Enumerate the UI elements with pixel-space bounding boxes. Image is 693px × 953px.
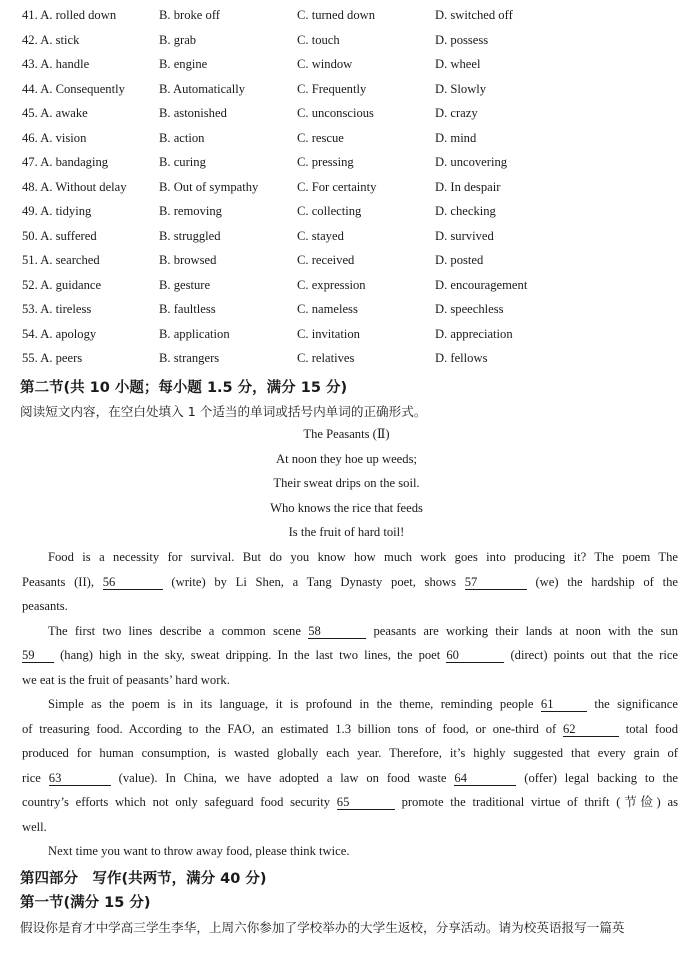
option-a[interactable] [22, 253, 100, 268]
option-d[interactable]: D. appreciation [435, 326, 513, 341]
option-b[interactable]: B. broke off [159, 8, 220, 22]
option-c[interactable]: C. expression [297, 277, 366, 292]
passage-line: well. [22, 819, 47, 834]
option-d[interactable]: D. wheel [435, 57, 481, 71]
passage-line: Simple as the poem is in its language, it is profound in the theme, reminding people 61 the significance [48, 697, 678, 711]
blank-64[interactable]: 64 [454, 771, 516, 786]
option-c[interactable]: C. window [297, 57, 353, 71]
question-number: 44. [22, 81, 38, 96]
question-number: 42. [22, 32, 38, 47]
passage-line: The first two lines describe a common scene 58 peasants are working their lands at noon with the sun [48, 623, 679, 638]
option-c[interactable]: C. turned down [297, 8, 376, 22]
option-text: A. peers [40, 351, 83, 365]
option-text: A. awake [40, 106, 88, 120]
passage-line: of treasuring food. According to the FAO, an estimated 1.3 billion tons of food, or one-third of 62 total food [22, 721, 678, 736]
option-a[interactable] [22, 302, 91, 317]
blank-58[interactable]: 58 [308, 624, 366, 639]
option-c[interactable]: C. pressing [297, 155, 354, 169]
option-c[interactable]: C. invitation [297, 326, 360, 341]
option-text: A. apology [40, 326, 97, 341]
option-d[interactable]: D. survived [435, 228, 494, 243]
blank-59[interactable]: 59 [22, 648, 54, 663]
question-number: 48. [22, 179, 38, 194]
passage-line: Food is a necessity for survival. But do you know how much work goes into producing it? The poem The [48, 550, 678, 564]
blank-60[interactable]: 60 [446, 648, 504, 663]
option-a[interactable] [22, 155, 108, 170]
option-a[interactable] [22, 180, 127, 195]
question-number: 49. [22, 204, 38, 218]
question-number: 54. [22, 326, 38, 341]
option-c[interactable]: C. relatives [297, 351, 355, 365]
passage [22, 545, 678, 864]
option-d[interactable]: D. In despair [435, 179, 501, 194]
question-number: 43. [22, 57, 38, 71]
option-b[interactable]: B. browsed [159, 253, 217, 267]
question-number: 47. [22, 155, 38, 169]
option-text: A. rolled down [40, 8, 117, 22]
option-text: A. Without delay [40, 179, 127, 194]
question-number: 50. [22, 228, 38, 243]
question-number: 41. [22, 8, 38, 22]
option-text: A. vision [40, 130, 87, 145]
option-c[interactable]: C. Frequently [297, 81, 367, 96]
option-b[interactable]: B. Out of sympathy [159, 179, 259, 194]
blank-65[interactable]: 65 [337, 795, 395, 810]
question-number: 45. [22, 106, 38, 120]
option-d[interactable]: D. speechless [435, 302, 504, 316]
option-a[interactable] [22, 8, 116, 23]
option-b[interactable]: B. engine [159, 57, 208, 71]
option-d[interactable]: D. mind [435, 130, 477, 145]
option-text: A. bandaging [40, 155, 109, 169]
option-d[interactable]: D. checking [435, 204, 496, 218]
option-a[interactable] [22, 229, 97, 244]
option-text: A. suffered [40, 228, 97, 243]
option-text: A. tireless [40, 302, 92, 316]
passage-line: rice 63 (value). In China, we have adopted a law on food waste 64 (offer) legal backing to the [22, 770, 678, 785]
blank-57[interactable]: 57 [465, 575, 527, 590]
option-b[interactable]: B. gesture [159, 277, 211, 292]
subsection-heading: 第一节(满分 15 分) [20, 895, 151, 911]
option-c[interactable]: C. received [297, 253, 355, 267]
option-c[interactable]: C. collecting [297, 204, 362, 218]
option-a[interactable] [22, 327, 96, 342]
passage-line: 59 (hang) high in the sky, sweat dripping. In the last two lines, the poet 60 (direct) points out that the rice [22, 648, 678, 662]
option-d[interactable]: D. Slowly [435, 81, 487, 96]
option-b[interactable]: B. grab [159, 32, 197, 47]
poem-line: Who knows the rice that feeds [270, 500, 423, 515]
option-text: A. handle [40, 57, 90, 71]
option-c[interactable]: C. nameless [297, 302, 358, 316]
passage-line: produced for human consumption, is wasted globally each year. Therefore, it’s highly suggested that every grain of [22, 746, 678, 760]
option-b[interactable]: B. struggled [159, 228, 221, 243]
option-a[interactable] [22, 204, 91, 219]
option-b[interactable]: B. Automatically [159, 81, 246, 96]
option-a[interactable] [22, 106, 88, 121]
option-text: A. Consequently [40, 81, 125, 96]
option-c[interactable]: C. stayed [297, 228, 344, 243]
option-b[interactable]: B. astonished [159, 106, 227, 120]
option-a[interactable] [22, 33, 79, 48]
part-heading: 第四部分 写作(共两节，满分 40 分) [20, 871, 267, 887]
option-a[interactable] [22, 351, 82, 366]
writing-prompt: 假设你是育才中学高三学生李华，上周六你参加了学校举办的大学生返校，分享活动。请为校英语报写一篇英 [20, 920, 625, 935]
option-a[interactable] [22, 131, 86, 146]
question-number: 53. [22, 302, 38, 316]
option-d[interactable]: D. encouragement [435, 277, 528, 292]
option-text: A. guidance [40, 277, 102, 292]
option-c[interactable]: C. rescue [297, 130, 344, 145]
section-heading: 第二节(共 10 小题；每小题 1.5 分，满分 15 分) [20, 380, 348, 396]
passage-line: we eat is the fruit of peasants’ hard work. [22, 672, 230, 687]
poem-line: Is the fruit of hard toil! [288, 525, 405, 539]
option-a[interactable] [22, 82, 125, 97]
option-text: A. stick [40, 32, 80, 47]
option-d[interactable]: D. fellows [435, 351, 488, 365]
passage-line: Peasants (II), 56 (write) by Li Shen, a Tang Dynasty poet, shows 57 (we) the hardship of the [22, 574, 678, 589]
option-c[interactable]: C. touch [297, 32, 340, 47]
poem-line: Their sweat drips on the soil. [273, 476, 420, 490]
option-d[interactable]: D. switched off [435, 8, 513, 22]
option-b[interactable]: B. faultless [159, 302, 216, 316]
poem [0, 422, 693, 545]
option-d[interactable]: D. posted [435, 253, 484, 267]
blank-61[interactable]: 61 [541, 697, 587, 712]
question-number: 46. [22, 130, 38, 145]
option-b[interactable]: B. removing [159, 204, 222, 218]
option-text: A. searched [40, 253, 100, 267]
option-c[interactable]: C. For certainty [297, 179, 377, 194]
option-text: A. tidying [40, 204, 92, 218]
blank-63[interactable]: 63 [49, 771, 111, 786]
passage-line: Next time you want to throw away food, please think twice. [48, 844, 350, 858]
poem-title: The Peasants (Ⅱ) [303, 427, 390, 441]
passage-line: country’s efforts which not only safeguard food security 65 promote the traditional virtue of thrift (节俭) as [22, 795, 678, 809]
option-a[interactable] [22, 278, 101, 293]
option-a[interactable] [22, 57, 89, 72]
option-d[interactable]: D. uncovering [435, 155, 508, 169]
poem-line: At noon they hoe up weeds; [276, 451, 417, 466]
option-b[interactable]: B. strangers [159, 351, 220, 365]
option-b[interactable]: B. application [159, 326, 230, 341]
section-instruction: 阅读短文内容，在空白处填入 1 个适当的单词或括号内单词的正确形式。 [20, 404, 427, 419]
option-d[interactable]: D. possess [435, 32, 489, 47]
passage-line: peasants. [22, 599, 68, 613]
question-number: 55. [22, 351, 38, 365]
option-b[interactable]: B. curing [159, 155, 206, 169]
blank-62[interactable]: 62 [563, 722, 619, 737]
question-number: 52. [22, 277, 38, 292]
question-number: 51. [22, 253, 38, 267]
option-c[interactable]: C. unconscious [297, 106, 374, 120]
option-b[interactable]: B. action [159, 130, 205, 145]
blank-56[interactable]: 56 [103, 575, 163, 590]
option-d[interactable]: D. crazy [435, 106, 478, 120]
